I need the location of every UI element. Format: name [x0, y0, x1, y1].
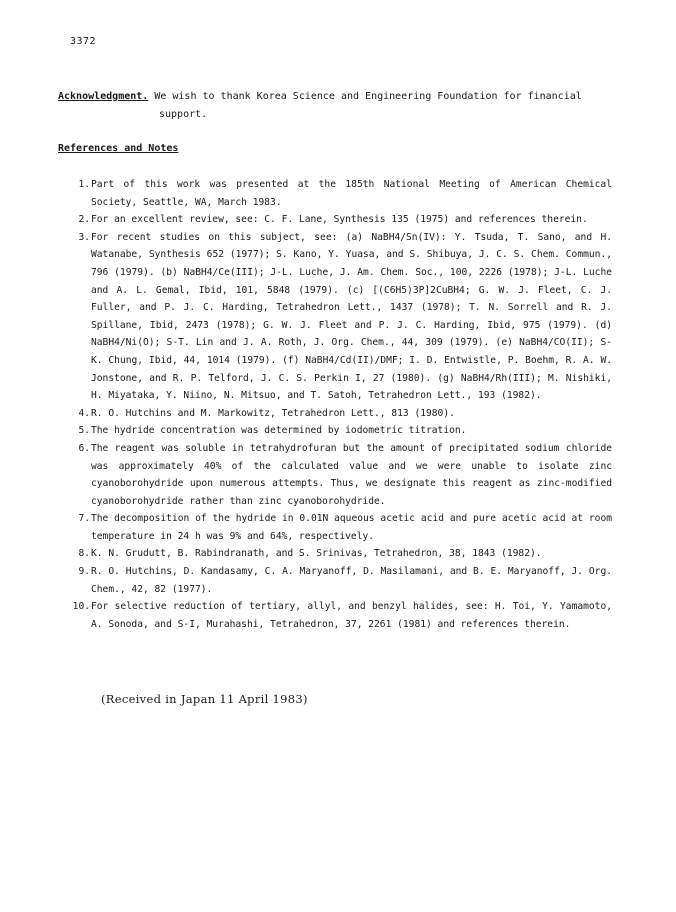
reference-text: Part of this work was presented at the 185th National Meeting of American Chemical Society, Seattle, WA, March 1983.	[91, 179, 612, 208]
reference-number: 6.	[78, 442, 90, 454]
references-list	[32, 176, 612, 633]
reference-number: 1.	[78, 179, 90, 190]
reference-item	[32, 598, 612, 633]
reference-item	[32, 563, 612, 598]
reference-text: The reagent was soluble in tetrahydrofuran but the amount of precipitated sodium chloride was approximately 40% of the calculated value and we were unable to isolate zinc cyanoborohydride upon numerous attempts. Thus, we designate this reagent as zinc-modified cyanoborohydride rather than zinc cyanoborohydride.	[91, 442, 612, 507]
reference-text: R. O. Hutchins and M. Markowitz, Tetrahedron Lett., 813 (1980).	[91, 407, 455, 419]
reference-number: 8.	[78, 548, 90, 560]
page-number: 3372	[70, 36, 97, 47]
reference-text: The decomposition of the hydride in 0.01N aqueous acetic acid and pure acetic acid at room temperature in 24 h was 9% and 64%, respectively.	[91, 513, 612, 542]
acknowledgment-text: We wish to thank Korea Science and Engineering Foundation for financial	[148, 91, 582, 102]
reference-item	[32, 422, 612, 440]
acknowledgment-text-continued: support.	[159, 109, 208, 120]
references-heading: References and Notes	[58, 143, 179, 154]
reference-text: K. N. Grudutt, B. Rabindranath, and S. Srinivas, Tetrahedron, 38, 1843 (1982).	[91, 548, 542, 560]
reference-item	[32, 211, 612, 229]
reference-item	[32, 405, 612, 423]
reference-number: 7.	[78, 513, 90, 525]
reference-number: 10.	[72, 601, 90, 613]
reference-number: 3.	[78, 231, 90, 243]
acknowledgment-label: Acknowledgment.	[58, 91, 149, 102]
reference-number: 4.	[78, 407, 90, 419]
reference-item	[32, 176, 612, 211]
reference-text: For an excellent review, see: C. F. Lane, Synthesis 135 (1975) and references therein.	[91, 214, 588, 226]
acknowledgment-paragraph	[58, 88, 618, 124]
reference-item	[32, 510, 612, 545]
reference-text: R. O. Hutchins, D. Kandasamy, C. A. Maryanoff, D. Masilamani, and B. E. Maryanoff, J. Org. Chem., 42, 82 (1977).	[91, 566, 612, 595]
reference-text: The hydride concentration was determined by iodometric titration.	[91, 425, 467, 437]
received-date-note: (Received in Japan 11 April 1983)	[101, 692, 308, 706]
reference-item	[32, 545, 612, 563]
reference-number: 2.	[78, 214, 90, 226]
reference-number: 9.	[78, 566, 90, 578]
reference-item	[32, 440, 612, 510]
reference-text: For selective reduction of tertiary, allyl, and benzyl halides, see: H. Toi, Y. Yamamoto, A. Sonoda, and S-I, Murahashi, Tetrahedron, 37, 2261 (1981) and references therein.	[91, 601, 612, 630]
reference-text: For recent studies on this subject, see: (a) NaBH4/Sn(IV): Y. Tsuda, T. Sano, and H. Watanabe, Synthesis 652 (1977); S. Kano, Y. Yuasa, and S. Shibuya, J. C. S. Chem. Commun., 796 (1979). (b) NaBH4/Ce(III); J-L. Luche, J. Am. Chem. Soc., 100, 2226 (1978); J-L. Luche and A. L. Gemal, Ibid, 101, 5848 (1979). (c) [(C6H5)3P]2CuBH4; G. W. J. Fleet, C. J. Fuller, and P. J. C. Harding, Tetrahedron Lett., 1437 (1978); T. N. Sorrell and R. J. Spillane, Ibid, 2473 (1978); G. W. J. Fleet and P. J. C. Harding, Ibid, 975 (1979). (d) NaBH4/Ni(O); S-T. Lin and J. A. Roth, J. Org. Chem., 44, 309 (1979). (e) NaBH4/CO(II); S-K. Chung, Ibid, 44, 1014 (1979). (f) NaBH4/Cd(II)/DMF; I. D. Entwistle, P. Boehm, R. A. W. Jonstone, and R. P. Telford, J. C. S. Perkin I, 27 (1980). (g) NaBH4/Rh(III); M. Nishiki, H. Miyataka, Y. Niino, N. Mitsuo, and T. Satoh, Tetrahedron Lett., 193 (1982).	[91, 231, 612, 402]
reference-item	[32, 229, 612, 405]
reference-number: 5.	[78, 425, 90, 437]
